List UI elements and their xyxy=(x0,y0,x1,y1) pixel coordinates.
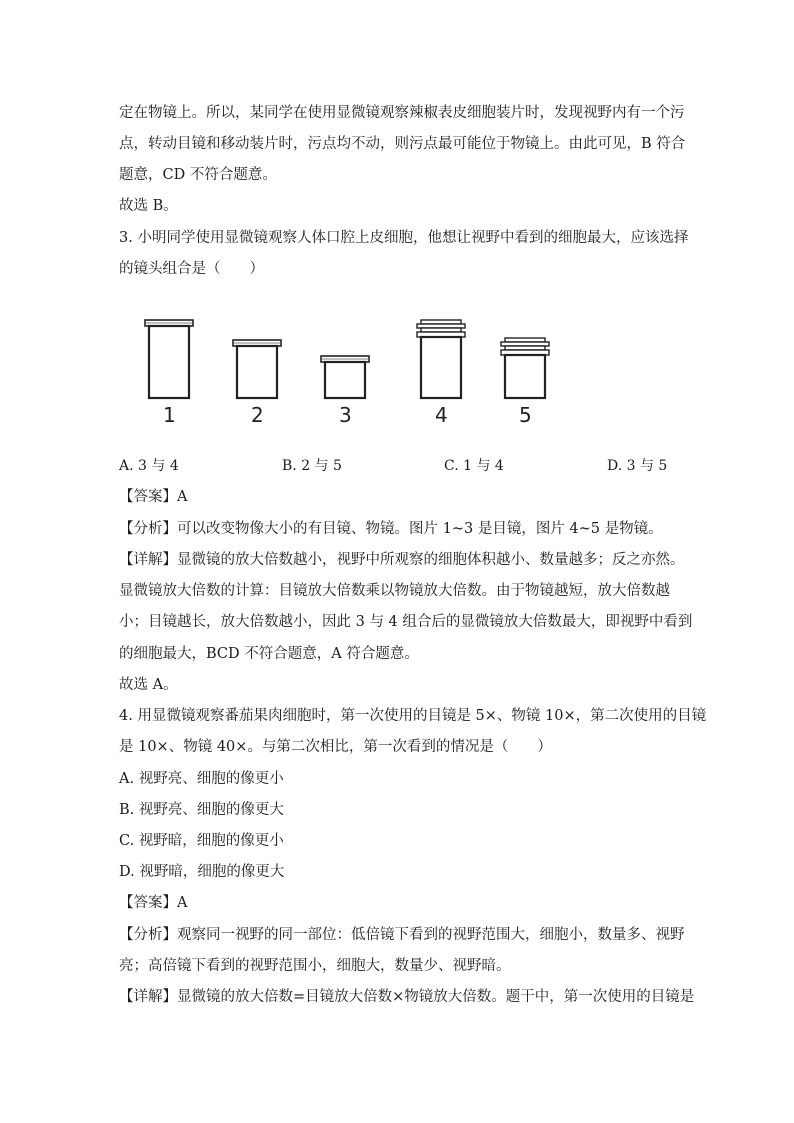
question-4-option-b: B. 视野亮、细胞的像更大 xyxy=(119,802,284,818)
text-line: 定在物镜上。所以，某同学在使用显微镜观察辣椒表皮细胞装片时，发现视野内有一个污 xyxy=(119,105,685,121)
text-line: 故选 B。 xyxy=(119,198,178,214)
explanation-line: 小；目镜越长，放大倍数越小，因此 3 与 4 组合后的显微镜放大倍数最大，即视野中看到 xyxy=(119,614,693,630)
explanation-line: 显微镜放大倍数的计算：目镜放大倍数乘以物镜放大倍数。由于物镜越短，放大倍数越 xyxy=(119,583,670,599)
text-line: 点，转动目镜和移动装片时，污点均不动，则污点最可能位于物镜上。由此可见，B 符合 xyxy=(119,136,686,152)
question-3-stem: 的镜头组合是（ ） xyxy=(119,261,264,277)
analysis-line: 【分析】观察同一视野的同一部位：低倍镜下看到的视野范围大，细胞小，数量多、视野 xyxy=(119,927,685,943)
lens-3-eyepiece xyxy=(321,356,369,398)
option-a: A. 3 与 4 xyxy=(119,458,179,474)
question-4-stem: 4. 用显微镜观察番茄果肉细胞时，第一次使用的目镜是 5×、物镜 10×，第二次使用的目镜 xyxy=(119,708,707,724)
explanation-line: 【详解】显微镜的放大倍数=目镜放大倍数×物镜放大倍数。题干中，第一次使用的目镜是 xyxy=(119,989,695,1005)
explanation-line: 【详解】显微镜的放大倍数越小，视野中所观察的细胞体积越小、数量越多；反之亦然。 xyxy=(119,552,685,568)
analysis-line: 【分析】可以改变物像大小的有目镜、物镜。图片 1~3 是目镜，图片 4~5 是物镜。 xyxy=(119,521,663,537)
lens-figure xyxy=(140,312,560,432)
answer-line: 【答案】A xyxy=(119,489,188,505)
lens-label-1: 1 xyxy=(163,403,176,427)
explanation-line: 的细胞最大，BCD 不符合题意，A 符合题意。 xyxy=(119,646,419,662)
answer-line: 【答案】A xyxy=(119,895,188,911)
question-4-option-d: D. 视野暗，细胞的像更大 xyxy=(119,864,285,880)
choice-line: 故选 A。 xyxy=(119,677,178,693)
lens-2-eyepiece xyxy=(233,340,281,398)
text-line: 题意，CD 不符合题意。 xyxy=(119,167,277,183)
analysis-line: 亮；高倍镜下看到的视野范围小，细胞大，数量少、视野暗。 xyxy=(119,958,511,974)
option-b: B. 2 与 5 xyxy=(282,458,342,474)
lens-label-3: 3 xyxy=(339,403,352,427)
question-3-stem: 3. 小明同学使用显微镜观察人体口腔上皮细胞，他想让视野中看到的细胞最大，应该选择 xyxy=(119,230,689,246)
lens-drawings xyxy=(140,312,560,404)
lens-5-objective xyxy=(501,338,549,398)
lens-label-5: 5 xyxy=(519,403,532,427)
option-c: C. 1 与 4 xyxy=(444,458,504,474)
question-4-option-a: A. 视野亮、细胞的像更小 xyxy=(119,771,284,787)
lens-1-eyepiece xyxy=(145,320,193,398)
lens-label-4: 4 xyxy=(435,403,448,427)
question-4-option-c: C. 视野暗，细胞的像更小 xyxy=(119,833,284,849)
lens-4-objective xyxy=(417,320,465,398)
question-4-stem: 是 10×、物镜 40×。与第二次相比，第一次看到的情况是（ ） xyxy=(119,739,552,755)
lens-label-2: 2 xyxy=(251,403,264,427)
option-d: D. 3 与 5 xyxy=(607,458,668,474)
